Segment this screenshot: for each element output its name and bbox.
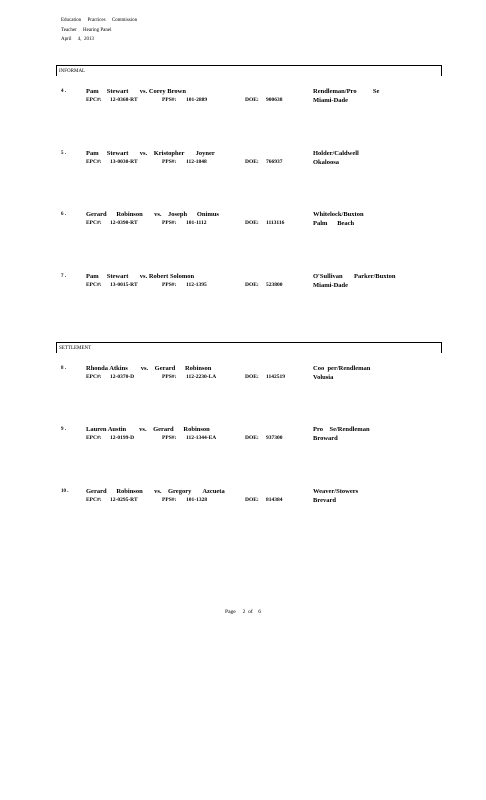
- case-county: Broward: [313, 435, 338, 442]
- case-entry: [0, 366, 486, 388]
- doe-number: 814384: [266, 497, 283, 503]
- doe-number: 1142519: [266, 374, 285, 380]
- section-label: INFORMAL: [59, 69, 86, 74]
- epc-label: EPC#:: [86, 282, 102, 288]
- case-number: 8 .: [61, 366, 66, 371]
- case-number: 9 .: [61, 427, 66, 432]
- epc-label: EPC#:: [86, 97, 102, 103]
- case-county: Okaloosa: [313, 159, 340, 166]
- doe-number: 900638: [266, 97, 283, 103]
- case-number: 4 .: [61, 89, 66, 94]
- case-parties: Lauren Austin vs. Gerard Robinson: [86, 426, 210, 433]
- case-county: Miami-Dade: [313, 282, 349, 289]
- case-parties: Rhonda Atkins vs. Gerard Robinson: [86, 365, 212, 372]
- doe-number: 937300: [266, 435, 283, 441]
- case-attorneys: Pro Se/Rendleman: [313, 426, 370, 433]
- pps-number: 112-1395: [186, 282, 207, 288]
- case-entry: [0, 89, 486, 111]
- page-number: Page 2 of 6: [225, 609, 261, 615]
- pps-label: PPS#:: [162, 282, 177, 288]
- epc-number: 12-0390-RT: [110, 220, 138, 226]
- epc-number: 13-0015-RT: [110, 282, 138, 288]
- case-attorneys: Whitelock/Buxton: [313, 211, 364, 218]
- case-attorneys: Rendleman/Pro Se: [313, 88, 380, 95]
- case-entry: [0, 427, 486, 449]
- pps-number: 112-1344-EA: [186, 435, 217, 441]
- case-entry: [0, 274, 486, 296]
- doe-label: DOE:: [245, 282, 259, 288]
- doe-number: 523800: [266, 282, 283, 288]
- pps-number: 101-1328: [186, 497, 208, 503]
- section-label: SETTLEMENT: [59, 346, 92, 351]
- case-parties: Pam Stewart vs. Corey Brown: [86, 88, 186, 95]
- case-attorneys: Weaver/Stowers: [313, 488, 359, 495]
- pps-label: PPS#:: [162, 497, 177, 503]
- doe-number: 1113116: [266, 220, 285, 226]
- doe-number: 766937: [266, 159, 283, 165]
- doe-label: DOE:: [245, 220, 259, 226]
- pps-number: 112-1848: [186, 159, 207, 165]
- doe-label: DOE:: [245, 374, 259, 380]
- epc-label: EPC#:: [86, 374, 102, 380]
- epc-number: 12-0199-D: [110, 435, 135, 441]
- case-county: Volusia: [313, 374, 334, 381]
- case-number: 5 .: [61, 151, 66, 156]
- doe-label: DOE:: [245, 435, 259, 441]
- case-entry: [0, 151, 486, 173]
- case-number: 10 .: [61, 489, 69, 494]
- epc-number: 13-0030-RT: [110, 159, 138, 165]
- epc-label: EPC#:: [86, 435, 102, 441]
- pps-label: PPS#:: [162, 159, 177, 165]
- header-date: April 4, 2013: [61, 37, 95, 42]
- case-number: 7 .: [61, 274, 66, 279]
- doe-label: DOE:: [245, 497, 259, 503]
- case-parties: Pam Stewart vs. Robert Solomon: [86, 273, 195, 280]
- case-entry: [0, 489, 486, 511]
- case-entry: [0, 212, 486, 234]
- case-number: 6 .: [61, 212, 66, 217]
- pps-label: PPS#:: [162, 220, 177, 226]
- doe-label: DOE:: [245, 97, 259, 103]
- section-settlement: [56, 342, 442, 353]
- pps-label: PPS#:: [162, 435, 177, 441]
- epc-number: 12-0295-RT: [110, 497, 138, 503]
- epc-number: 12-0368-RT: [110, 97, 138, 103]
- epc-label: EPC#:: [86, 220, 102, 226]
- header-agency: Education Practices Commission: [61, 18, 138, 23]
- case-parties: Gerard Robinson vs. Joseph Onimus: [86, 211, 219, 218]
- case-attorneys: O'Sullivan Parker/Buxton: [313, 273, 396, 280]
- pps-number: 112-2230-LA: [186, 374, 217, 380]
- pps-number: 101-1112: [186, 220, 207, 226]
- case-attorneys: Holder/Caldwell: [313, 150, 359, 157]
- epc-label: EPC#:: [86, 159, 102, 165]
- case-county: Palm Beach: [313, 220, 355, 227]
- section-informal: [56, 65, 442, 76]
- doe-label: DOE:: [245, 159, 259, 165]
- epc-number: 12-0370-D: [110, 374, 135, 380]
- case-parties: Gerard Robinson vs. Gregory Azcueta: [86, 488, 225, 495]
- case-county: Miami-Dade: [313, 97, 349, 104]
- case-attorneys: Coo per/Rendleman: [313, 365, 371, 372]
- case-parties: Pam Stewart vs. Kristopher Joyner: [86, 150, 215, 157]
- pps-number: 101-2889: [186, 97, 208, 103]
- pps-label: PPS#:: [162, 97, 177, 103]
- case-county: Brevard: [313, 497, 336, 504]
- header-panel: Teacher Hearing Panel: [61, 28, 112, 33]
- epc-label: EPC#:: [86, 497, 102, 503]
- pps-label: PPS#:: [162, 374, 177, 380]
